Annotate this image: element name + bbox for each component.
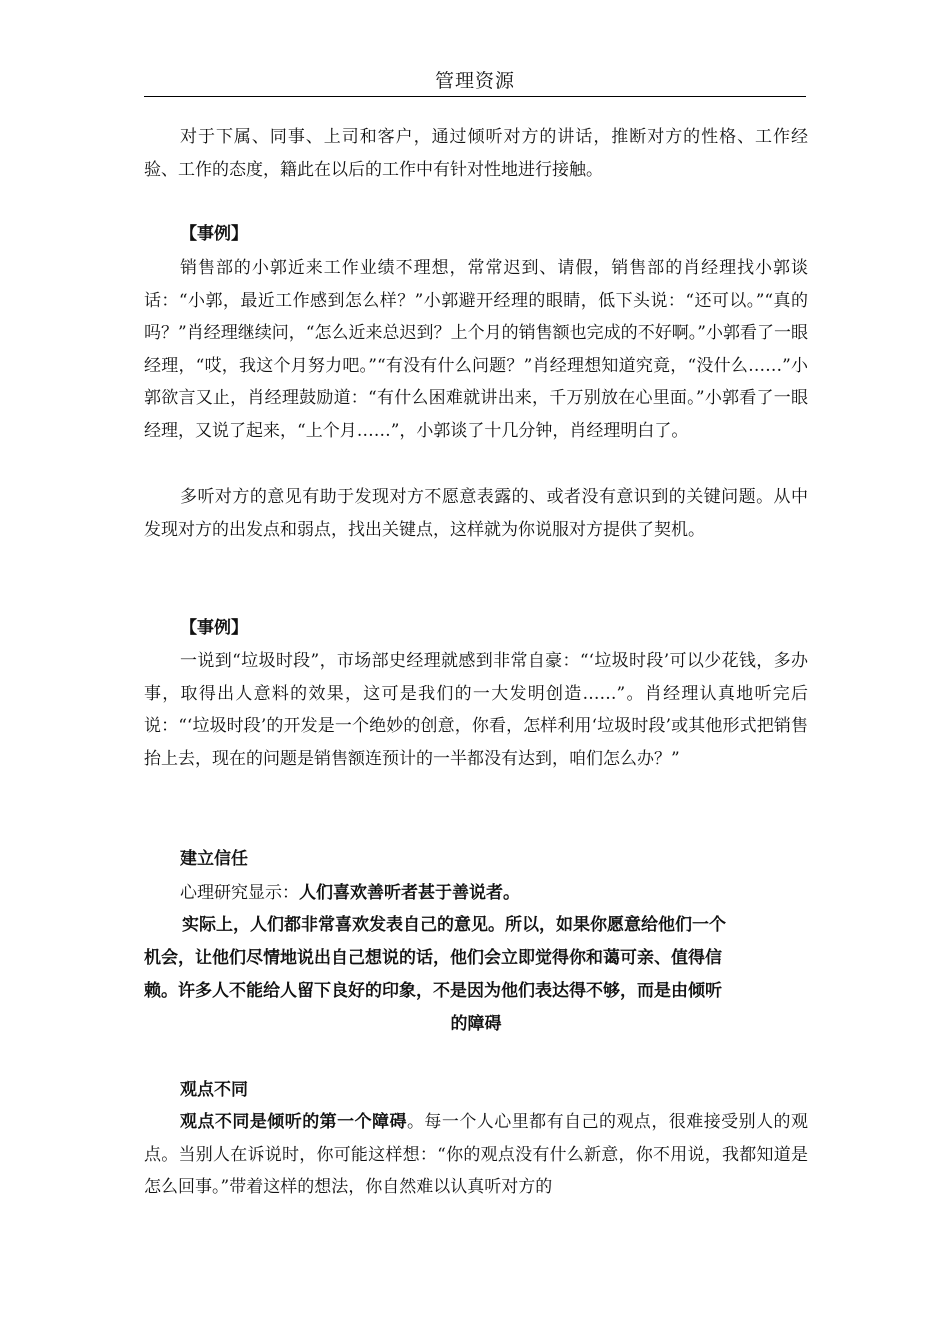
case-2-story: 一说到“垃圾时段”，市场部史经理就感到非常自豪：“‘垃圾时段’可以少花钱，多办事，取得出人意料的效果，这可是我们的一大发明创造……”。肖经理认真地听完后说：“‘垃圾时段’的开发是一个绝妙的创意，你看，怎样利用‘垃圾时段’或其他形式把销售抬上去，现在的问题是销售额连预计的一半都没有达到，咱们怎么办？” [144,651,808,769]
trust-body-line: 的障碍 [450,1014,502,1034]
heading-different-views: 观点不同 [180,1080,248,1100]
case-1-story: 销售部的小郭近来工作业绩不理想，常常迟到、请假，销售部的肖经理找小郭谈话：“小郭，最近工作感到怎么样？”小郭避开经理的眼睛，低下头说：“还可以。”“真的吗？”肖经理继续问，“怎么近来总迟到？上个月的销售额也完成的不好啊。”小郭看了一眼经理，“哎，我这个月努力吧。”“有没有什么问题？”肖经理想知道究竟，“没什么……”小郭欲言又止，肖经理鼓励道：“有什么困难就讲出来，千万别放在心里面。”小郭看了一眼经理，又说了起来，“上个月……”，小郭谈了十几分钟，肖经理明白了。 [144,258,808,441]
heading-build-trust: 建立信任 [180,849,248,869]
trust-lead-bold: 人们喜欢善听者甚于善说者。 [299,883,520,903]
views-body: 。每一个人心里都有自己的观点，很难接受别人的观点。当别人在诉说时，你可能这样想：“你的观点没有什么新意，你不用说，我都知道是怎么回事。”带着这样的想法，你自然难以认真听对方的 [144,1112,809,1197]
trust-lead [180,877,520,909]
trust-body-line: 赖。许多人不能给人留下良好的印象，不是因为他们表达得不够，而是由倾听 [144,981,722,1001]
trust-body [144,909,808,1041]
case-label-2: 【事例】 [180,618,248,638]
views-paragraph [144,1106,808,1204]
intro-paragraph: 对于下属、同事、上司和客户，通过倾听对方的讲话，推断对方的性格、工作经验、工作的态度，籍此在以后的工作中有针对性地进行接触。 [144,127,808,180]
case-1-comment: 多听对方的意见有助于发现对方不愿意表露的、或者没有意识到的关键问题。从中发现对方的出发点和弱点，找出关键点，这样就为你说服对方提供了契机。 [144,487,808,540]
views-lead-bold: 观点不同是倾听的第一个障碍 [180,1112,407,1132]
page-header: 管理资源 [144,66,806,97]
trust-body-line: 机会，让他们尽情地说出自己想说的话，他们会立即觉得你和蔼可亲、值得信 [144,948,722,968]
trust-lead-prefix: 心理研究显示： [180,883,299,903]
case-label-1: 【事例】 [180,224,248,244]
trust-body-line: 实际上，人们都非常喜欢发表自己的意见。所以，如果你愿意给他们一个 [182,915,726,935]
